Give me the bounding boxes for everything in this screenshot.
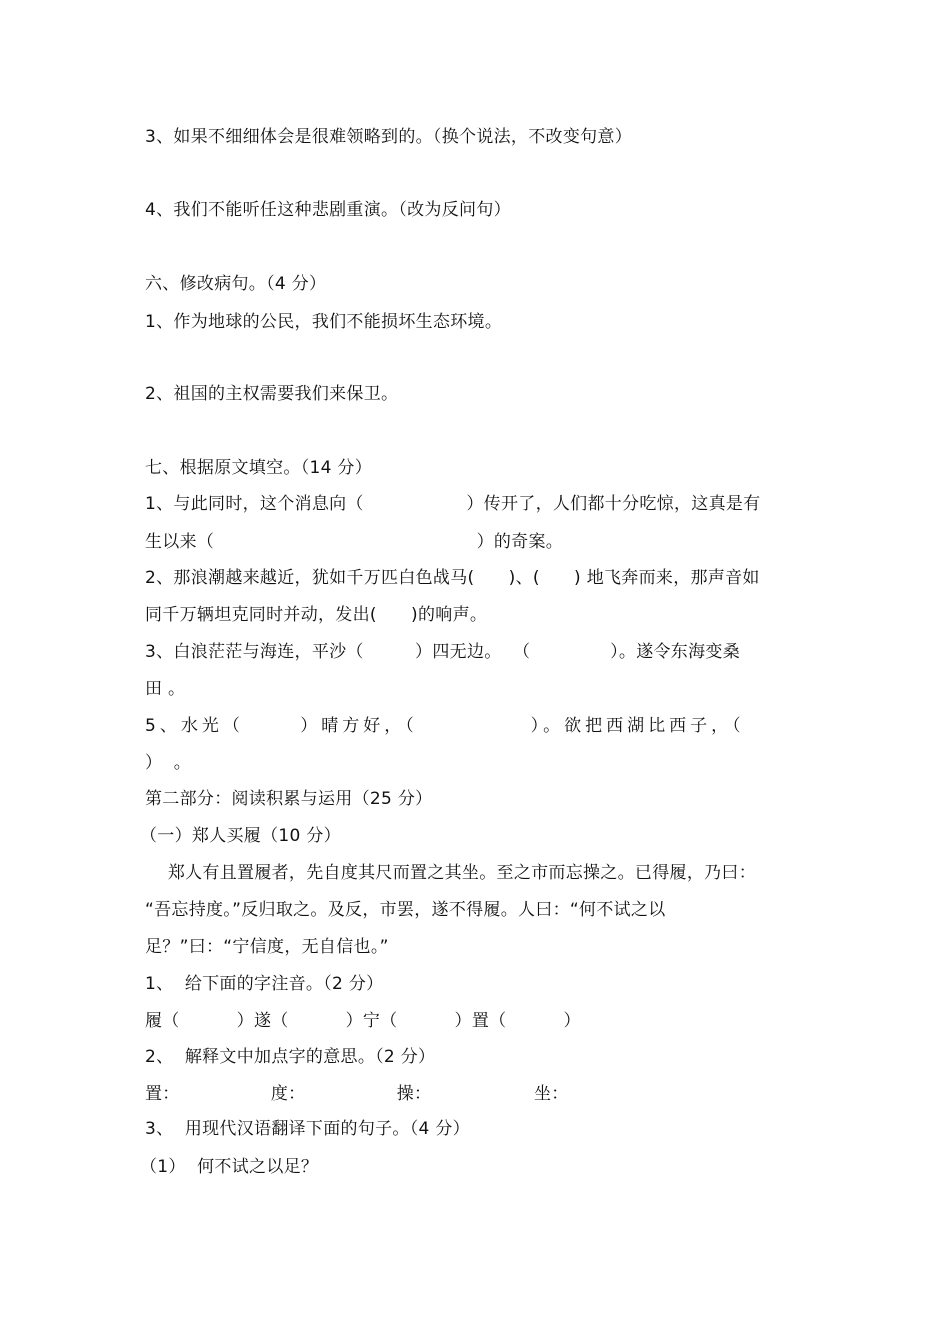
section-7-title: 七、根据原文填空。（14 分） [145, 458, 373, 478]
passage-line-2: “吾忘持度。”反归取之。及反，市罢，遂不得履。人曰：“何不试之以 [145, 900, 666, 920]
section-6-title: 六、修改病句。（4 分） [145, 274, 327, 294]
section-7-item-2-line-2: 同千万辆坦克同时并动，发出( )的响声。 [145, 605, 488, 625]
section-7-item-1-line-1: 1、与此同时，这个消息向（ ）传开了，人们都十分吃惊，这真是有 [145, 494, 761, 514]
section-7-item-3-line-1: 3、白浪茫茫与海连，平沙（ ）四无边。 （ ）。遂令东海变桑 [145, 642, 741, 662]
section-7-item-2-line-1: 2、那浪潮越来越近，犹如千万匹白色战马( )、( ) 地飞奔而来，那声音如 [145, 568, 760, 588]
reading-question-1-items: 履（ ）遂（ ）宁（ ）置（ ） [145, 1011, 581, 1031]
part-2-title: 第二部分：阅读积累与运用（25 分） [145, 789, 433, 809]
question-5-item-3: 3、如果不细细体会是很难领略到的。（换个说法，不改变句意） [145, 127, 633, 147]
reading-question-3: 3、 用现代汉语翻译下面的句子。（4 分） [145, 1119, 470, 1139]
passage-line-3: 足？”曰：“宁信度，无自信也。” [145, 937, 389, 957]
section-6-item-2: 2、祖国的主权需要我们来保卫。 [145, 384, 399, 404]
passage-line-1: 郑人有且置履者，先自度其尺而置之其坐。至之市而忘操之。已得履，乃曰： [145, 863, 757, 883]
section-7-item-1-line-2: 生以来（ ）的奇案。 [145, 532, 564, 552]
reading-question-2-items: 置： 度： 操： 坐： [145, 1084, 569, 1104]
subsection-1-title: （一）郑人买履（10 分） [140, 826, 341, 846]
section-7-item-5-line-1: 5、水光（ ）晴方好，（ ）。欲把西湖比西子，（ [145, 716, 745, 736]
question-5-item-4: 4、我们不能听任这种悲剧重演。（改为反问句） [145, 200, 511, 220]
section-7-item-3-line-2: 田 。 [145, 679, 186, 699]
section-7-item-5-line-2: ） 。 [145, 753, 192, 773]
section-6-item-1: 1、作为地球的公民，我们不能损坏生态环境。 [145, 312, 503, 332]
reading-question-2: 2、 解释文中加点字的意思。（2 分） [145, 1047, 436, 1067]
reading-question-3-sub-1: （1） 何不试之以足？ [140, 1157, 319, 1177]
reading-question-1: 1、 给下面的字注音。（2 分） [145, 974, 384, 994]
